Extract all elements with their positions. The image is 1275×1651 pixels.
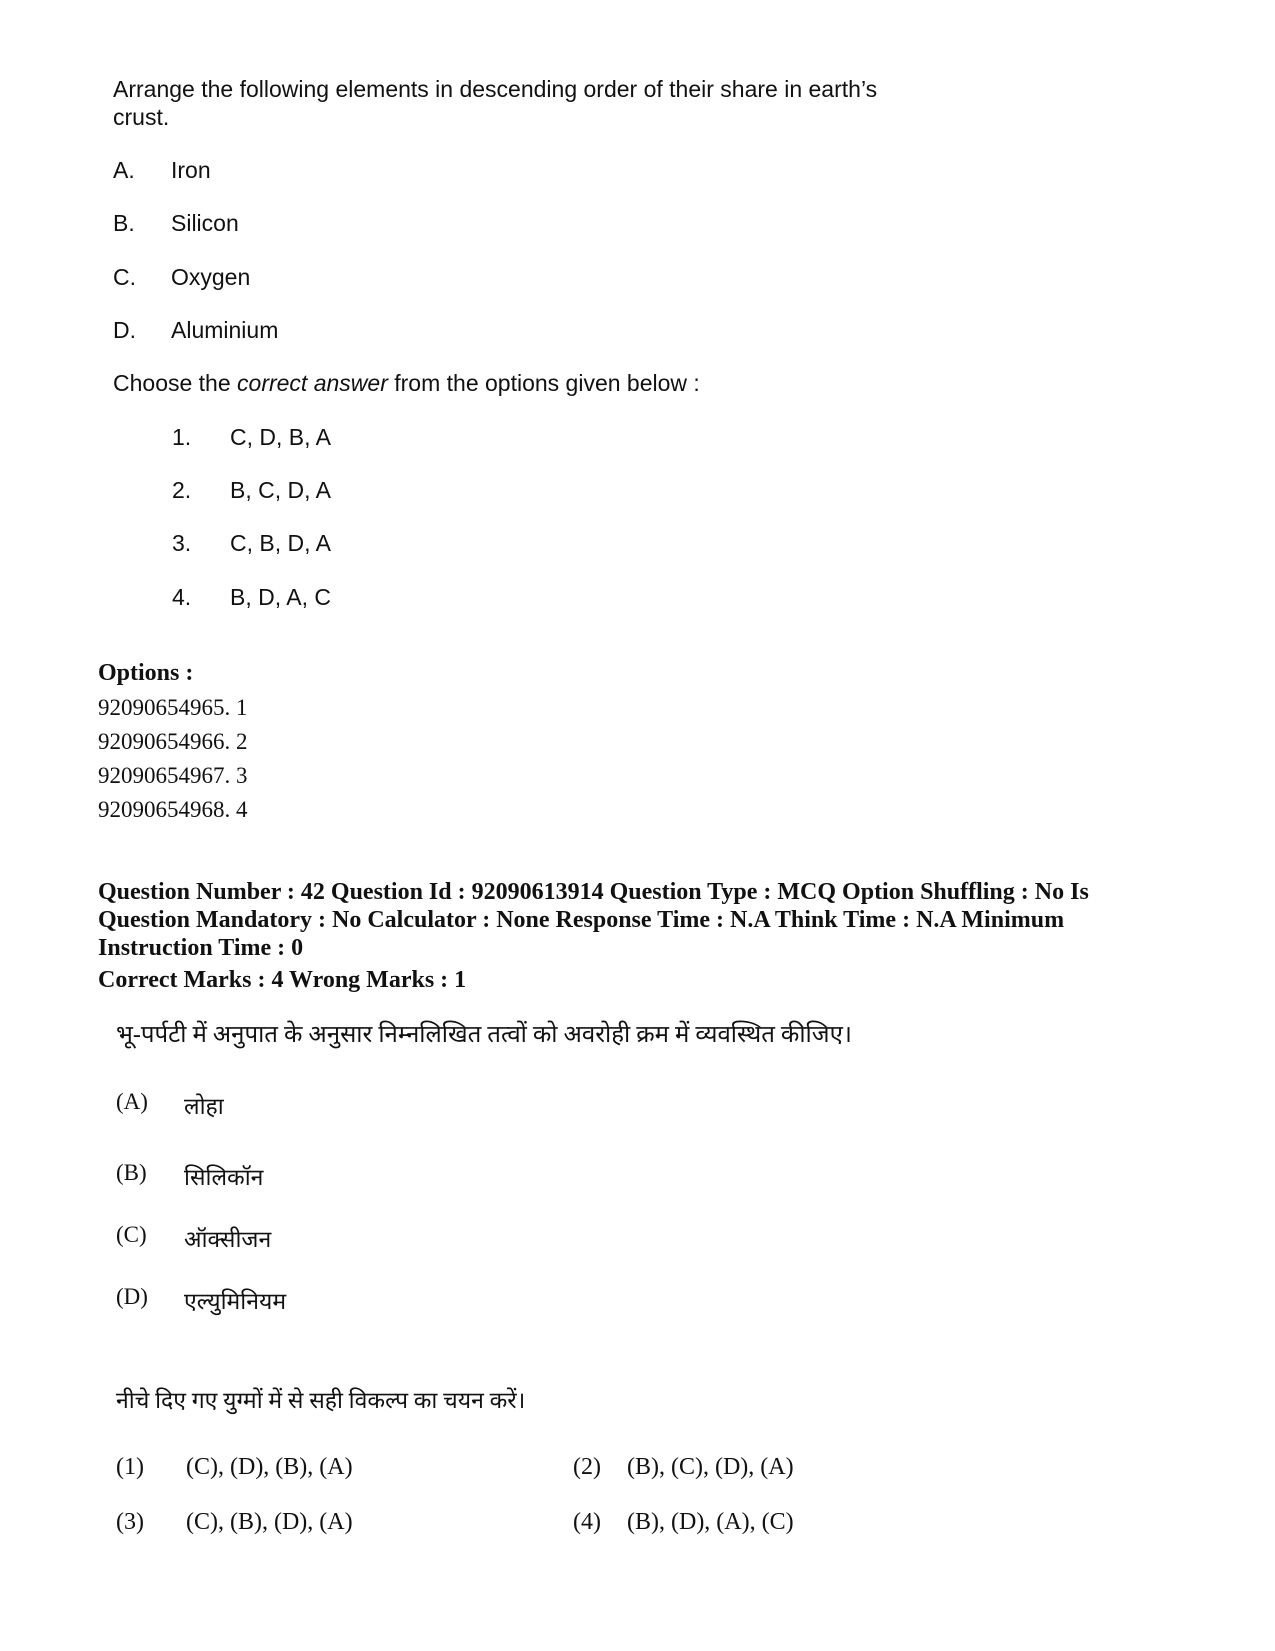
choice-number: (1) <box>116 1454 144 1480</box>
meta-line: Question Mandatory : No Calculator : None Response Time : N.A Think Time : N.A Minimum <box>98 907 1065 933</box>
question-stem-line: crust. <box>113 104 170 130</box>
meta-line: Question Number : 42 Question Id : 92090613914 Question Type : MCQ Option Shuffling : No Is <box>98 879 1089 905</box>
choice-text: (C), (B), (D), (A) <box>186 1509 353 1535</box>
item-label: (D) <box>116 1284 148 1309</box>
choice-text: C, B, D, A <box>230 530 331 556</box>
item-label: A. <box>113 157 135 183</box>
question-meta <box>98 878 1089 962</box>
marks-line: Correct Marks : 4 Wrong Marks : 1 <box>98 967 467 993</box>
question-stem-line: Arrange the following elements in descending order of their share in earth’s <box>113 76 878 102</box>
choice-number: (2) <box>573 1454 601 1480</box>
item-text: एल्युमिनियम <box>184 1289 287 1314</box>
answer-instruction-english: Choose the correct answer from the options given below : <box>113 370 700 396</box>
choice-text: (B), (C), (D), (A) <box>627 1454 794 1480</box>
item-label: C. <box>113 264 136 290</box>
choice-number: (3) <box>116 1509 144 1535</box>
options-heading: Options : <box>98 660 194 686</box>
item-text: Iron <box>171 157 211 183</box>
item-text: Oxygen <box>171 264 251 290</box>
item-label: (B) <box>116 1160 147 1185</box>
choice-text: (C), (D), (B), (A) <box>186 1454 353 1480</box>
choice-text: C, D, B, A <box>230 424 331 450</box>
question-stem-hindi: भू-पर्पटी में अनुपात के अनुसार निम्नलिखित तत्वों को अवरोही क्रम में व्यवस्थित कीजिए। <box>116 1022 852 1048</box>
item-label: D. <box>113 317 136 343</box>
choice-number: 4. <box>172 584 192 610</box>
option-line: 92090654967. 3 <box>98 763 248 788</box>
option-line: 92090654966. 2 <box>98 729 248 754</box>
item-label: (C) <box>116 1222 147 1247</box>
option-line: 92090654968. 4 <box>98 797 248 822</box>
item-text: ऑक्सीजन <box>184 1227 272 1252</box>
choice-number: 2. <box>172 477 192 503</box>
meta-line: Instruction Time : 0 <box>98 935 304 961</box>
choice-number: (4) <box>573 1509 601 1535</box>
item-text: सिलिकॉन <box>184 1165 264 1190</box>
item-text: लोहा <box>184 1094 224 1119</box>
answer-instruction-hindi: नीचे दिए गए युग्मों में से सही विकल्प का चयन करें। <box>116 1388 526 1413</box>
choice-number: 3. <box>172 530 192 556</box>
item-text: Aluminium <box>171 317 279 343</box>
choice-text: (B), (D), (A), (C) <box>627 1509 794 1535</box>
item-label: B. <box>113 210 135 236</box>
option-line: 92090654965. 1 <box>98 695 248 720</box>
item-label: (A) <box>116 1089 148 1114</box>
question-stem-english <box>113 75 877 131</box>
instruction-emphasis: correct answer <box>237 370 388 396</box>
item-text: Silicon <box>171 210 239 236</box>
choice-text: B, D, A, C <box>230 584 331 610</box>
choice-text: B, C, D, A <box>230 477 331 503</box>
choice-number: 1. <box>172 424 192 450</box>
